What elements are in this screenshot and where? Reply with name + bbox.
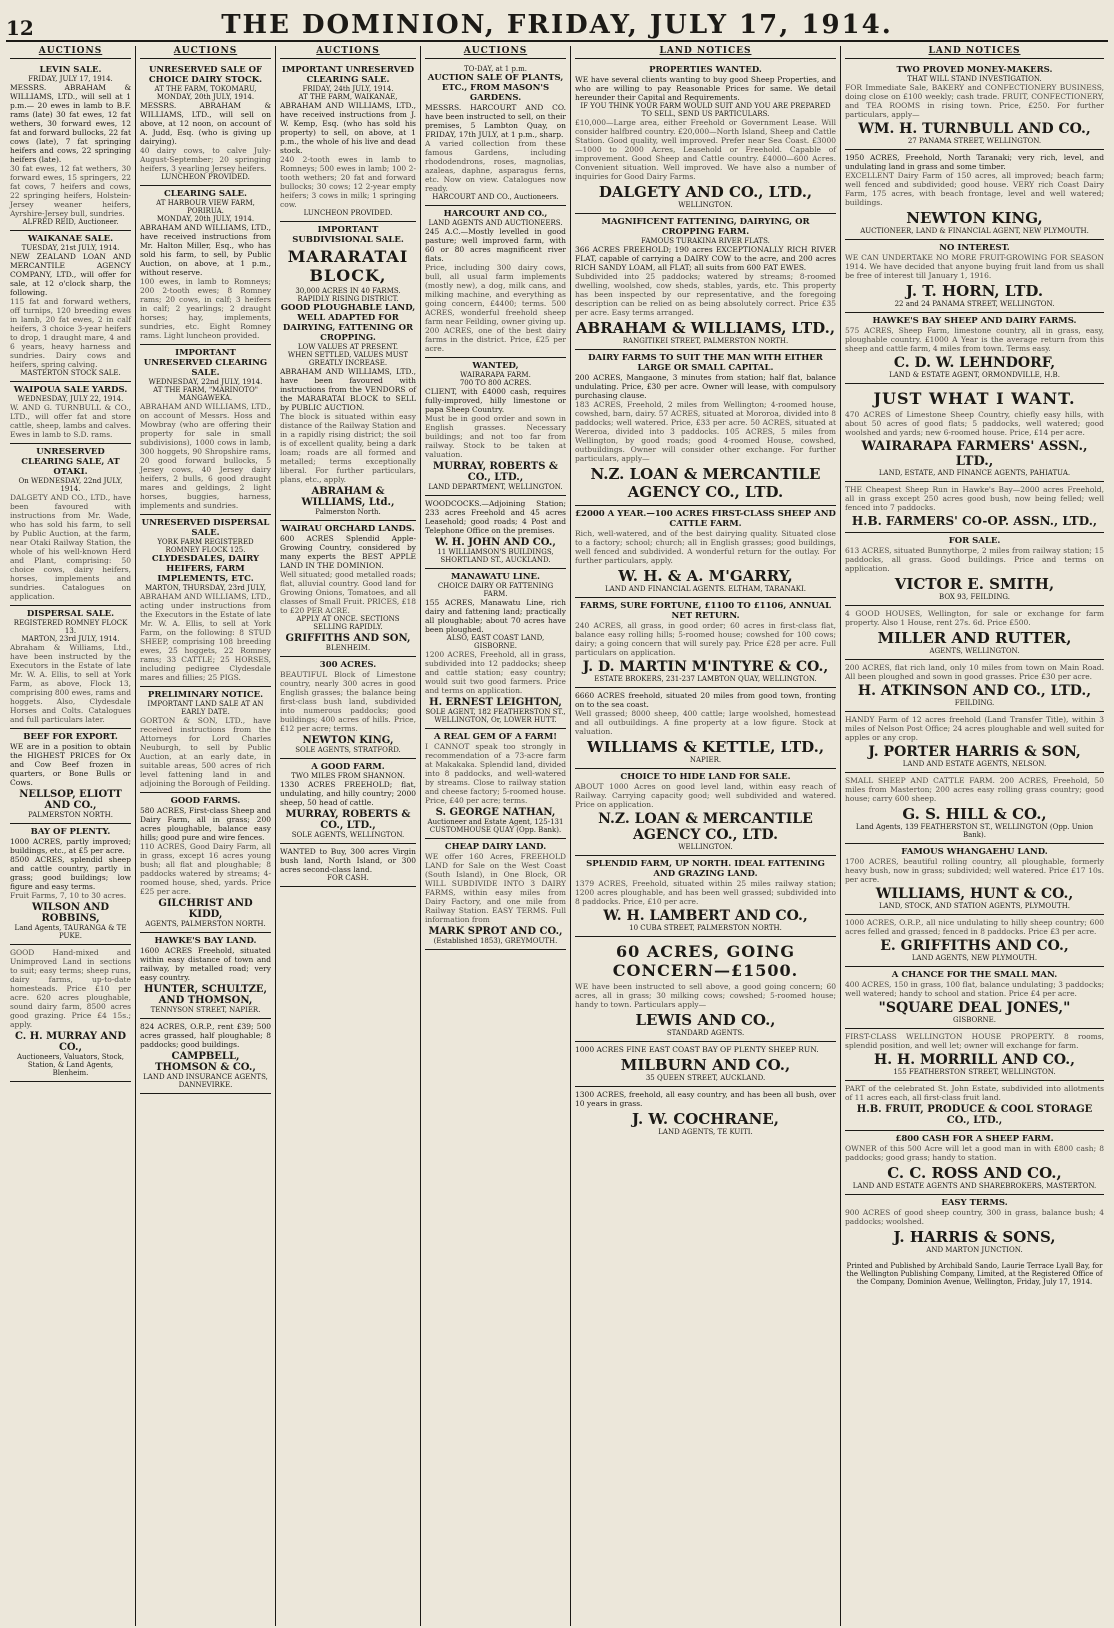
ad-waipoua-sale-yards: WAIPOUA SALE YARDS. WEDNESDAY, JULY 22, 1914. W. AND G. TURNBULL & CO., LTD., will offer fat and store cattle, sheep, lambs and calves. Ewes in lamb to S.D. rams. (10, 382, 131, 444)
ad-tokomaru-dairy: UNRESERVED SALE OF CHOICE DAIRY STOCK. AT THE FARM, TOKOMARU, MONDAY, 20th JULY, 1914. MESSRS. ABRAHAM & WILLIAMS, LTD., will sell on above, at 12 noon, on account of A. Judd, Esq. (who is giving up dairying). 40 dairy cows, to calve July-August-September; 20 springing heifers, 3 yearling Jersey heifers. LUNCHEON PROVIDED. (140, 62, 271, 186)
ad-turakina-river-flats: MAGNIFICENT FATTENING, DAIRYING, OR CROPPING FARM. FAMOUS TURAKINA RIVER FLATS. 366 ACRES FREEHOLD; 190 acres EXCEPTIONALLY RICH RIVER FLAT, capable of carrying a DAIRY COW to the acre, and 200 acres RICH SANDY LOAM, all FLAT; all suits from 600 FAT EWES. Subdivided into 25 paddocks; watered by streams; 8-roomed dwelling, woolshed, cow sheds, stables, yards, etc. This property has been inspected by our representative, and the foregoing description can be relied on as being absolutely correct. Price £35 per acre. Easy terms arranged. ABRAHAM & WILLIAMS, LTD., RANGITIKEI STREET, PALMERSTON NORTH. (575, 214, 836, 350)
ad-mararatai-subdivision: IMPORTANT SUBDIVISIONAL SALE. MARARATAI BLOCK, 30,000 ACRES IN 40 FARMS. RAPIDLY RISING DISTRICT. GOOD PLOUGHABLE LAND, WELL ADAPTED FOR DAIRYING, FATTENING OR CROPPING. LOW VALUES AT PRESENT. WHEN SETTLED, VALUES MUST GREATLY INCREASE. ABRAHAM AND WILLIAMS, LTD., have been favoured with instructions from the VENDORS of the MARARATAI BLOCK to SELL by PUBLIC AUCTION. The block is situated within easy distance of the Railway Station and in a rapidly rising district; the soil is of excellent quality, being a dark loam; roads are all formed and metalled; terms exceptionally liberal. For further particulars, plans, etc., apply. ABRAHAM & WILLIAMS, Ltd., Palmerston North. (280, 222, 416, 521)
section-header-auctions: AUCTIONS (140, 46, 271, 59)
printer-imprint: Printed and Published by Archibald Sando, Laurie Terrace Lyall Bay, for the Wellington Publishing Company, Limited, at the Registered Office of the Company, Dominion Avenue, Wellington, Friday, July 17, 1914. (846, 1262, 1103, 1286)
ad-otaki-clearing-sale: UNRESERVED CLEARING SALE, AT OTAKI. On WEDNESDAY, 22nd JULY, 1914. DALGETY AND CO., LTD., have been favoured with instructions from Mr. Wade, who has sold his farm, to sell by Public Auction, at the farm, near Otaki Railway Station, the whole of his well-known Herd and Plant, comprising: 50 choice cows, dairy heifers, horses, implements and sundries. Catalogues on application. (10, 444, 131, 606)
ad-for-sale-feilding: FOR SALE. 613 ACRES, situated Bunnythorpe, 2 miles from railway station; 15 paddocks, all grass. Good buildings. Price and terms on application. VICTOR E. SMITH, BOX 93, FEILDING. (845, 533, 1104, 606)
ad-york-farm-dispersal: UNRESERVED DISPERSAL SALE. YORK FARM REGISTERED ROMNEY FLOCK 125. CLYDESDALES, DAIRY HEIFERS, FARM IMPLEMENTS, ETC. MARTON, THURSDAY, 23rd JULY, ABRAHAM AND WILLIAMS, LTD., acting under instructions from the Executors in the Estate of late Mr. W. A. Ellis, to sell at York Farm, on the following: 8 STUD SHEEP, comprising 108 breeding ewes, 25 hoggets, 22 Romney rams; 33 CATTLE; 25 HORSES, including pedigree Clydesdale mares and fillies; 25 PIGS. (140, 515, 271, 687)
ad-mason-gardens-plants: TO-DAY, at 1 p.m. AUCTION SALE OF PLANTS, ETC., FROM MASON'S GARDENS. MESSRS. HARCOURT AND CO. have been instructed to sell, on their premises, 5 Lambton Quay, on FRIDAY, 17th JULY, at 1 p.m., sharp. A varied collection from these famous Gardens, including rhododendrons, roses, magnolias, azaleas, daphne, asparagus ferns, etc. Now on view. Catalogues now ready. HARCOURT AND CO., Auctioneers. (425, 62, 566, 206)
ad-beef-for-export: BEEF FOR EXPORT. WE are in a position to obtain the HIGHEST PRICES for Ox and Cow Beef frozen in quarters, or Bone Bulls or Cows. NELLSOP, ELIOTT AND CO., PALMERSTON NORTH. (10, 729, 131, 824)
ad-hb-fruit-produce: PART of the celebrated St. John Estate, subdivided into allotments of 11 acres each, all first-class fruit land. H.B. FRUIT, PRODUCE & COOL STORAGE CO., LTD., (845, 1081, 1104, 1131)
column-auctions-1 (6, 46, 136, 1626)
ad-sure-fortune-farms: FARMS, SURE FORTUNE, £1100 TO £1106, ANNUAL NET RETURN. 240 ACRES, all grass, in good order; 60 acres in first-class flat, balance easy rolling hills; 5-roomed house; cowshed for 100 cows; dairy; a going concern that will surely pay. Price £28 per acre. Full particulars on application. J. D. MARTIN M'INTYRE & CO., ESTATE BROKERS, 231-237 LAMBTON QUAY, WELLINGTON. (575, 598, 836, 688)
ad-two-money-makers: TWO PROVED MONEY-MAKERS. THAT WILL STAND INVESTIGATION. FOR Immediate Sale, BAKERY and CONFECTIONERY BUSINESS, doing close on £100 weekly; cash trade. FRUIT, CONFECTIONERY, and TEA ROOMS in rising town. Price, £250. For further particulars, apply— WM. H. TURNBULL AND CO., 27 PANAMA STREET, WELLINGTON. (845, 62, 1104, 150)
ad-romney-dispersal: DISPERSAL SALE. REGISTERED ROMNEY FLOCK 13. MARTON, 23rd JULY, 1914. Abraham & Williams, Ltd., have been instructed by the Executors in the Estate of late Mr. W. A. Ellis, to sell at York Farm, as above, Flock 13, comprising 800 ewes, rams and hoggets. Also, Clydesdale Horses and Colts. Catalogues and full particulars later. (10, 606, 131, 729)
column-auctions-4 (421, 46, 571, 1626)
ad-murray-blenheim: GOOD Hand-mixed and Unimproved Land in sections to suit; easy terms; sheep runs, dairy farms, up-to-date homesteads. Price £10 per acre. 620 acres ploughable, sound dairy farm, 8500 acres good grazing. Price £4 15s.; apply. C. H. MURRAY AND CO., Auctioneers, Valuators, Stock, Station, & Land Agents, Blenheim. (10, 945, 131, 1082)
section-header-auctions: AUCTIONS (280, 46, 416, 59)
column-auctions-2 (136, 46, 276, 1626)
ad-bay-of-plenty: BAY OF PLENTY. 1000 ACRES, partly improved; buildings, etc., at £5 per acre. 8500 ACRES, splendid sheep and cattle country, partly in grass; good buildings; low figure and easy terms. Fruit Farms, 7, 10 to 30 acres. WILSON AND ROBBINS, Land Agents, TAURANGA & TE PUKE. (10, 824, 131, 945)
ad-300-acres: 300 ACRES. BEAUTIFUL Block of Limestone country, nearly 300 acres in good English grasses; the balance being first-class bush land, subdivided into numerous paddocks; good buildings; 400 acres of hills. Price, £12 per acre; terms. NEWTON KING, SOLE AGENTS, STRATFORD. (280, 657, 416, 759)
ad-going-concern: 60 ACRES, GOING CONCERN—£1500. WE have been instructed to sell above, a good going concern; 60 acres, all in grass; 30 milking cows; cowshed; 5-roomed house; handy to town. Particulars apply— LEWIS AND CO., STANDARD AGENTS. (575, 937, 836, 1042)
ad-choice-land: CHOICE TO HIDE LAND FOR SALE. ABOUT 1000 Acres on good level land, within easy reach of Railway. Carrying capacity good; well subdivided and watered. Price on application. N.Z. LOAN & MERCANTILE AGENCY CO., LTD. WELLINGTON. (575, 769, 836, 856)
ad-just-what-i-want: JUST WHAT I WANT. 470 ACRES of Limestone Sheep Country, chiefly easy hills, with about 50 acres of good flats; 5 paddocks, well watered; good woolshed and yards; new 6-roomed house. Price, £14 per acre. WAIRARAPA FARMERS' ASSN., LTD., LAND, ESTATE, AND FINANCE AGENTS, PAHIATUA. (845, 384, 1104, 482)
newspaper-title: THE DOMINION, FRIDAY, JULY 17, 1914. (221, 10, 893, 40)
ad-miller-rutter: 4 GOOD HOUSES, Wellington, for sale or exchange for farm property. Also 1 House, rent 27s. 6d. Price £500. MILLER AND RUTTER, AGENTS, WELLINGTON. (845, 606, 1104, 660)
column-land-notices-2 (841, 46, 1108, 1626)
ad-waikanae-clearing: IMPORTANT UNRESERVED CLEARING SALE. FRIDAY, 24th JULY, 1914. AT THE FARM, WAIKANAE, ABRAHAM AND WILLIAMS, LTD., have received instructions from J. W. Kemp, Esq. (who has sold his property) to sell, on above, at 1 p.m., the whole of his live and dead stock. 240 2-tooth ewes in lamb to Romneys; 500 ewes in lamb; 100 2-tooth wethers; 20 fat and forward bullocks; 30 cows; 12 2-year empty heifers; 3 cows in milk; 1 springing cow. LUNCHEON PROVIDED. (280, 62, 416, 222)
ad-hawkes-bay-farms: HAWKE'S BAY SHEEP AND DAIRY FARMS. 575 ACRES, Sheep Farm, limestone country, all in grass, easy, ploughable country. £1000 A Year is the average return from this sheep and cattle farm, 4 miles from town. Terms easy. C. D. W. LEHNDORF, LAND & ESTATE AGENT, ORMONDVILLE, H.B. (845, 313, 1104, 384)
ad-marinoto-clearing: IMPORTANT UNRESERVED CLEARING SALE. WEDNESDAY, 22nd JULY, 1914. AT THE FARM, "MARINOTO" MANGAWEKA. ABRAHAM AND WILLIAMS, LTD., on account of Messrs. Hoss and Mowbray (who are offering their property for sale in small subdivisions), 1000 cows in lamb, 300 hoggets, 90 Shropshire rams, 20 good forward bullocks, 5 Jersey cows, 40 Jersey dairy heifers, 2 bulls, 6 good draught mares and geldings, 2 light horses, buggies, harness, implements and sundries. (140, 345, 271, 515)
ad-wanted-wairarapa-farm: WANTED, WAIRARAPA FARM. 700 TO 800 ACRES. CLIENT, with £4000 cash, requires fully-improved, hilly limestone or papa Sheep Country. Must be in good order and sown in English grasses. Necessary buildings; and not too far from railway. Stock to be taken at valuation. MURRAY, ROBERTS & CO., LTD., LAND DEPARTMENT, WELLINGTON. (425, 358, 566, 496)
ad-milburn-sheep-run: 1000 ACRES FINE EAST COAST BAY OF PLENTY SHEEP RUN. MILBURN AND CO., 35 QUEEN STREET, AUCKLAND. (575, 1042, 836, 1087)
ad-woodcocks-station: WOODCOCKS.—Adjoining Station; 233 acres Freehold and 45 acres Leasehold; good roads; 4 Post and Telephone Office on the premises. W. H. JOHN AND CO., 11 WILLIAMSON'S BUILDINGS, SHORTLAND ST., AUCKLAND. (425, 496, 566, 569)
ad-properties-wanted: PROPERTIES WANTED. WE have several clients wanting to buy good Sheep Properties, and who are willing to pay Reasonable Prices for same. We detail hereunder their Capital and Requirements. IF YOU THINK YOUR FARM WOULD SUIT AND YOU ARE PREPARED TO SELL, SEND US PARTICULARS. £10,000—Large area, either Freehold or Government Lease. Will consider halfbred country. £20,000—North Island, Sheep and Cattle Station. Good quality, well improved. Prefer near Sea Coast. £3000—1000 to 2000 Acres, Leasehold or Freehold. Capable of improvement. Good Sheep and Cattle country. £4000—600 Acres. Convenient situation. Well improved. We have also a number of inquiries for Good Dairy Farms. DALGETY AND CO., LTD., WELLINGTON. (575, 62, 836, 214)
ad-morrill-wellington: FIRST-CLASS WELLINGTON HOUSE PROPERTY. 8 rooms, splendid position, and well let; owner will exchange for farm. H. H. MORRILL AND CO., 155 FEATHERSTON STREET, WELLINGTON. (845, 1029, 1104, 1081)
ad-wairau-orchard: WAIRAU ORCHARD LANDS. 600 ACRES Splendid Apple-Growing Country, considered by many experts the BEST APPLE LAND IN THE DOMINION. Well situated; good metalled roads; flat, alluvial country. Good land for Growing Onions, Tomatoes, and all classes of Small Fruit. PRICES, £18 to £20 PER ACRE. APPLY AT ONCE. SECTIONS SELLING RAPIDLY. GRIFFITHS AND SON, BLENHEIM. (280, 521, 416, 657)
ad-newton-king-taranaki: 1950 ACRES, Freehold, North Taranaki; very rich, level, and undulating land in grass and some timber. EXCELLENT Dairy Farm of 150 acres, all improved; beach farm; well fenced and subdivided; good house. VERY rich Coast Dairy Farm, 175 acres, with beach frontage, level and well watered; buildings. NEWTON KING, AUCTIONEER, LAND & FINANCIAL AGENT, NEW PLYMOUTH. (845, 150, 1104, 240)
ad-wanted-virgin-bush: WANTED to Buy, 300 acres Virgin bush land, North Island, or 300 acres second-class land. FOR CASH. (280, 844, 416, 887)
section-header-land-notices: LAND NOTICES (575, 46, 836, 59)
ad-cochrane-te-kuiti: 1300 ACRES, freehold, all easy country, and has been all bush, over 10 years in grass. J. W. COCHRANE, LAND AGENTS, TE KUITI. (575, 1090, 836, 1136)
ad-harbour-view-farm: CLEARING SALE. AT HARBOUR VIEW FARM, PORIRUA. MONDAY, 20th JULY, 1914. ABRAHAM AND WILLIAMS, LTD., have received instructions from Mr. Halton Miller, Esq., who has sold his farm, to sell, by Public Auction, on above, at 1 p.m., without reserve. 100 ewes, in lamb to Romneys; 200 2-tooth ewes; 8 Romney rams; 20 cows, in calf; 3 heifers in calf; 2 yearlings; 2 draught horses; hay, implements, sundries, etc. Eight Romney rams. Light luncheon provided. (140, 186, 271, 345)
ad-hawkes-bay-land: HAWKE'S BAY LAND. 1600 ACRES Freehold, situated within easy distance of town and railway, by metalled road; very easy country. HUNTER, SCHULTZE, AND THOMSON, TENNYSON STREET, NAPIER. (140, 933, 271, 1019)
ad-levin-sale: LEVIN SALE. FRIDAY, JULY 17, 1914. MESSRS. ABRAHAM & WILLIAMS, LTD., will sell at 1 p.m.— 20 ewes in lamb to B.F. rams (late) 30 fat ewes, 12 fat wethers, 30 forward ewes, 12 fat and forward bullocks, 22 fat cows (late), 7 fat springing heifers and cows, 22 springing heifers (late). 30 fat ewes, 12 fat wethers, 30 forward ewes, 15 springers, 22 fat cows, 7 heifers and cows, 22 springing heifers, Holstein-Jersey weaner heifers, Ayrshire-Jersey bull, sundries. ALFRED REID, Auctioneer. (10, 62, 131, 231)
ad-ross-masterton: £800 CASH FOR A SHEEP FARM. OWNER of this 500 Acre will let a good man in with £800 cash; 8 paddocks; good grass; handy to station. C. C. ROSS AND CO., LAND AND ESTATE AGENTS AND SHAREBROKERS, MASTERTON. (845, 1131, 1104, 1195)
ad-taranaki-sheep-farm: £2000 A YEAR.—100 ACRES FIRST-CLASS SHEEP AND CATTLE FARM. Rich, well-watered, and of the best dairying quality. Situated close to a factory; school; church; all in English grasses; good buildings, well fenced and subdivided. A wonderful return for the outlay. For further particulars, apply. W. H. & A. M'GARRY, LAND AND FINANCIAL AGENTS. ELTHAM, TARANAKI. (575, 506, 836, 598)
ad-preliminary-notice: PRELIMINARY NOTICE. IMPORTANT LAND SALE AT AN EARLY DATE. GORTON & SON, LTD., have received instructions from the Attorneys for Lord Charles Neuburgh, to sell by Public Auction, at an early date, in suitable areas, 500 acres of rich level fattening land in and adjoining the Borough of Feilding. (140, 687, 271, 793)
ad-porter-harris: HANDY Farm of 12 acres freehold (Land Transfer Title), within 3 miles of Nelson Post Office; 24 acres ploughable and well suited for apples or any crop. J. PORTER HARRIS & SON, LAND AND ESTATE AGENTS, NELSON. (845, 712, 1104, 773)
ad-manawatu-line: MANAWATU LINE. CHOICE DAIRY OR FATTENING FARM. 155 ACRES, Manawatu Line, rich dairy and fattening land; practically all ploughable; about 70 acres have been ploughed. ALSO, EAST COAST LAND, GISBORNE. 1200 ACRES, Freehold, all in grass, subdivided into 12 paddocks; sheep and cattle station; easy country; would suit two good farmers. Price and terms on application. H. ERNEST LEIGHTON, SOLE AGENT, 182 FEATHERSTON ST., WELLINGTON, Or, LOWER HUTT. (425, 569, 566, 729)
ad-dairy-farms: DAIRY FARMS TO SUIT THE MAN WITH EITHER LARGE OR SMALL CAPITAL. 200 ACRES, Mangaone, 3 minutes from station; half flat, balance undulating. Price, £30 per acre. Owner will lease, with compulsory purchasing clause. 183 ACRES, Freehold, 2 miles from Wellington; 4-roomed house, cowshed, barn, dairy. 57 ACRES, situated at Mororoa, divided into 8 paddocks; well watered. Price, £33 per acre. 50 ACRES, situated at Wereroa, divided into 3 paddocks. 105 ACRES, 5 miles from Wellington, by good roads; good 4-roomed House, cowshed, outbuildings. Owner will consider other exchange. For further particulars, apply— N.Z. LOAN & MERCANTILE AGENCY CO., LTD. (575, 350, 836, 506)
ad-campbell-thomson: 824 ACRES, O.R.P., rent £39; 500 acres grassed, half ploughable; 8 paddocks; good buildings. CAMPBELL, THOMSON & CO., LAND AND INSURANCE AGENTS, DANNEVIRKE. (140, 1019, 271, 1094)
ad-horn-no-interest: NO INTEREST. WE CAN UNDERTAKE NO MORE FRUIT-GROWING FOR SEASON 1914. We have decided that anyone buying fruit land from us shall be free of interest till January 1, 1916. J. T. HORN, LTD. 22 and 24 PANAMA STREET, WELLINGTON. (845, 240, 1104, 313)
ad-real-gem-farm: A REAL GEM OF A FARM! I CANNOT speak too strongly in recommendation of a 73-acre farm at Makakaka. Splendid land, divided into 8 paddocks, and well-watered by streams. Close to railway station and cheese factory; 5-roomed house. Price, £40 per acre; terms. S. GEORGE NATHAN, Auctioneer and Estate Agent, 125-131 CUSTOMHOUSE QUAY (Opp. Bank). (425, 729, 566, 839)
ad-hb-farmers-coop: THE Cheapest Sheep Run in Hawke's Bay—2000 acres Freehold, all in grass except 250 acres good bush, now being felled; well fenced into 7 paddocks. H.B. FARMERS' CO-OP. ASSN., LTD., (845, 482, 1104, 533)
ad-griffiths-new-plymouth: 1000 ACRES, O.R.P., all nice undulating to hilly sheep country; 600 acres felled and grassed; fenced in 8 paddocks. Price £3 per acre. E. GRIFFITHS AND CO., LAND AGENTS, NEW PLYMOUTH. (845, 915, 1104, 967)
ad-waikanae-sale: WAIKANAE SALE. TUESDAY, 21st JULY, 1914. NEW ZEALAND LOAN AND MERCANTILE AGENCY COMPANY, LTD., will offer for sale, at 12 o'clock sharp, the following. 115 fat and forward wethers, off turnips, 120 breeding ewes in lamb, 20 fat ewes, 2 in calf heifers, 3 choice 3-year heifers to drop, 1 draught mare, 4 and 6 years, heavy harness and sundries. Dairy cows and heifers, spring calving. MASTERTON STOCK SALE. (10, 231, 131, 382)
ad-whangaehu-land: FAMOUS WHANGAEHU LAND. 1700 ACRES, beautiful rolling country, all ploughable, formerly heavy bush, now in grass; subdivided; well watered. Price £17 10s. per acre. WILLIAMS, HUNT & CO., LAND, STOCK, AND STATION AGENTS, PLYMOUTH. (845, 844, 1104, 915)
ad-splendid-farm-north: SPLENDID FARM, UP NORTH. IDEAL FATTENING AND GRAZING LAND. 1379 ACRES, Freehold, situated within 25 miles railway station; 1200 acres ploughable, and has been well grassed; subdivided into 8 paddocks. Price, £10 per acre. W. H. LAMBERT AND CO., 10 CUBA STREET, PALMERSTON NORTH. (575, 856, 836, 937)
masthead (6, 6, 1108, 42)
ad-atkinson-feilding: 200 ACRES, flat rich land, only 10 miles from town on Main Road. All been ploughed and sown in good grasses. Price £30 per acre. H. ATKINSON AND CO., LTD., FEILDING. (845, 660, 1104, 712)
ad-shannon-farm: A GOOD FARM. TWO MILES FROM SHANNON. 1330 ACRES FREEHOLD; flat, undulating, and hilly country; 2000 sheep, 50 head of cattle. MURRAY, ROBERTS & CO., LTD., SOLE AGENTS, WELLINGTON. (280, 759, 416, 844)
ad-harcourt-land-agents: HARCOURT AND CO., LAND AGENTS AND AUCTIONEERS. 245 A.C.—Mostly levelled in good pasture; well improved farm, with 60 or 80 acres magnificent river flats. Price, including 300 dairy cows, bull, all usual farm implements (mostly new), a dog, milk cans, and milking machine, and everything as going concern, £4400; terms. 500 ACRES, wonderful freehold sheep farm near Feilding, owner giving up. 200 ACRES, one of the best dairy farms in the district. Price, £25 per acre. (425, 206, 566, 358)
section-header-auctions: AUCTIONS (425, 46, 566, 59)
column-land-notices-1 (571, 46, 841, 1626)
ad-harris-sons: EASY TERMS. 900 ACRES of good sheep country, 300 in grass, balance bush; 4 paddocks; woolshed. J. HARRIS & SONS, AND MARTON JUNCTION. (845, 1198, 1104, 1254)
ad-hill-sheep-cattle: SMALL SHEEP AND CATTLE FARM. 200 ACRES, Freehold, 50 miles from Masterton; 200 acres easy rolling grass country; good house; carry 600 sheep. G. S. HILL & CO., Land Agents, 139 FEATHERSTON ST., WELLINGTON (Opp. Union Bank). (845, 773, 1104, 844)
ad-square-deal-jones: A CHANCE FOR THE SMALL MAN. 400 ACRES, 150 in grass, 100 flat, balance undulating; 3 paddocks; well watered; handy to school and station. Price £4 per acre. "SQUARE DEAL JONES," GISBORNE. (845, 967, 1104, 1029)
ad-williams-kettle: 6660 ACRES freehold, situated 20 miles from good town, fronting on to the sea coast. Well grassed; 8000 sheep, 400 cattle; large woolshed, homestead and all outbuildings. A fine property at a low figure. Stock at valuation. WILLIAMS & KETTLE, LTD., NAPIER. (575, 688, 836, 769)
section-header-land-notices: LAND NOTICES (845, 46, 1104, 59)
ad-good-farms: GOOD FARMS. 580 ACRES, First-class Sheep and Dairy Farm, all in grass; 200 acres ploughable, balance easy hills; good pure and wire fences. 110 ACRES, Good Dairy Farm, all in grass, except 16 acres young bush; all flat and ploughable; 8 paddocks watered by streams; 4-roomed house, shed, yards. Price £25 per acre. GILCHRIST AND KIDD, AGENTS, PALMERSTON NORTH. (140, 793, 271, 933)
ad-cheap-dairy-land: CHEAP DAIRY LAND. WE offer 160 Acres, FREEHOLD LAND for Sale on the West Coast (South Island), in One Block, OR WILL SUBDIVIDE INTO 3 DAIRY FARMS, within easy miles from Dairy Factory, and one mile from Railway Station. EASY TERMS. Full information from MARK SPROT AND CO., (Established 1853), GREYMOUTH. (425, 839, 566, 950)
column-auctions-3 (276, 46, 421, 1626)
page-number: 12 (6, 16, 34, 40)
section-header-auctions: AUCTIONS (10, 46, 131, 59)
